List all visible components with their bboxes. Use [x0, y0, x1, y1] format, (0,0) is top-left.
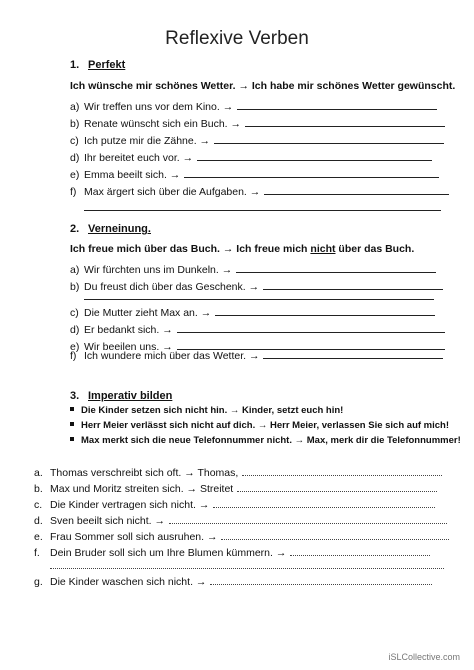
- s1-item-f: [70, 184, 449, 198]
- section-3-title: Imperativ bilden: [88, 390, 173, 402]
- item-text: Wir fürchten uns im Dunkeln. →: [84, 264, 233, 276]
- s4-item-a: [34, 466, 442, 479]
- item-text: Sven beeilt sich nicht. →: [50, 515, 165, 527]
- answer-line[interactable]: [214, 133, 444, 144]
- s2-item-f: [70, 348, 443, 362]
- answer-dots[interactable]: [290, 546, 430, 556]
- page-title: Reflexive Verben: [165, 28, 309, 49]
- answer-dots[interactable]: [169, 514, 447, 524]
- item-label: a): [70, 264, 80, 276]
- item-text: Ich wundere mich über das Wetter. →: [84, 350, 260, 362]
- item-label: a.: [34, 467, 43, 479]
- answer-dots[interactable]: [210, 575, 432, 585]
- item-label: b.: [34, 483, 43, 495]
- s1-item-b: [70, 116, 445, 130]
- answer-line[interactable]: [245, 116, 445, 127]
- item-text: Ihr bereitet euch vor. →: [84, 152, 194, 164]
- item-label: c.: [34, 499, 43, 511]
- answer-line[interactable]: [263, 279, 443, 290]
- item-label: b): [70, 118, 80, 130]
- example-part-2: über das Buch.: [335, 243, 415, 255]
- answer-dots[interactable]: [221, 530, 449, 540]
- answer-dots-continuation[interactable]: [50, 559, 444, 569]
- item-label: e): [70, 169, 80, 181]
- s4-item-f: [34, 546, 430, 559]
- s4-item-d: [34, 514, 447, 527]
- item-text: Du freust dich über das Geschenk. →: [84, 281, 260, 293]
- answer-line[interactable]: [215, 305, 435, 316]
- example-negation: nicht: [310, 243, 336, 255]
- item-text: Emma beeilt sich. →: [84, 169, 181, 181]
- answer-line-continuation[interactable]: [84, 210, 441, 211]
- item-label: a): [70, 101, 80, 113]
- item-text: Die Kinder waschen sich nicht. →: [50, 576, 207, 588]
- section-1-heading: [70, 59, 125, 71]
- s4-item-c: [34, 498, 435, 511]
- answer-line[interactable]: [264, 184, 449, 195]
- section-2-number: 2.: [70, 223, 80, 235]
- section-1-number: 1.: [70, 59, 80, 71]
- section-1-title: Perfekt: [88, 59, 126, 71]
- section-2-example: [70, 243, 414, 255]
- s1-item-a: [70, 99, 437, 113]
- answer-line-continuation[interactable]: [84, 299, 434, 300]
- item-text: Wir beeilen uns. →: [84, 341, 173, 353]
- s2-item-b: [70, 279, 443, 293]
- item-text: Thomas verschreibt sich oft. → Thomas,: [50, 467, 239, 479]
- item-label: d): [70, 324, 80, 336]
- s1-item-e: [70, 167, 439, 181]
- imperative-example-2: [70, 420, 449, 431]
- section-3-number: 3.: [70, 390, 80, 402]
- item-label: d): [70, 152, 80, 164]
- item-label: f): [70, 186, 77, 198]
- s2-item-d: [70, 322, 445, 336]
- answer-dots[interactable]: [213, 498, 435, 508]
- answer-line[interactable]: [177, 322, 445, 333]
- item-text: Renate wünscht sich ein Buch. →: [84, 118, 241, 130]
- item-text: Frau Sommer soll sich ausruhen. →: [50, 531, 218, 543]
- item-text: Max und Moritz streiten sich. → Streitet: [50, 483, 234, 495]
- item-label: e.: [34, 531, 43, 543]
- bullet-text: Die Kinder setzen sich nicht hin. → Kinder, setzt euch hin!: [81, 405, 344, 416]
- bullet-text: Max merkt sich die neue Telefonnummer nicht. → Max, merk dir die Telefonnummer!: [81, 435, 461, 446]
- answer-line[interactable]: [263, 348, 443, 359]
- section-1-example: Ich wünsche mir schönes Wetter. → Ich habe mir schönes Wetter gewünscht.: [70, 80, 456, 92]
- item-text: Dein Bruder soll sich um Ihre Blumen kümmern. →: [50, 547, 287, 559]
- item-text: Die Mutter zieht Max an. →: [84, 307, 212, 319]
- section-3-heading: [70, 390, 172, 402]
- bullet-text: Herr Meier verlässt sich nicht auf dich. → Herr Meier, verlassen Sie sich auf mich!: [81, 420, 450, 431]
- s2-item-c: [70, 305, 435, 319]
- section-2-heading: [70, 223, 151, 235]
- bullet-icon: [70, 437, 74, 441]
- answer-line[interactable]: [197, 150, 432, 161]
- item-text: Max ärgert sich über die Aufgaben. →: [84, 186, 261, 198]
- example-part-1: Ich freue mich über das Buch. → Ich freue mich: [70, 243, 311, 255]
- item-text: Wir treffen uns vor dem Kino. →: [84, 101, 234, 113]
- answer-line[interactable]: [237, 99, 437, 110]
- item-label: f.: [34, 547, 40, 559]
- footer-watermark: iSLCollective.com: [388, 652, 460, 662]
- item-label: g.: [34, 576, 43, 588]
- answer-line[interactable]: [236, 262, 436, 273]
- item-label: e): [70, 341, 80, 353]
- s2-item-a: [70, 262, 436, 276]
- bullet-icon: [70, 407, 74, 411]
- item-label: d.: [34, 515, 43, 527]
- s1-item-c: [70, 133, 444, 147]
- s4-item-b: [34, 482, 437, 495]
- imperative-example-1: [70, 405, 343, 416]
- item-label: c): [70, 135, 79, 147]
- item-label: f): [70, 350, 77, 362]
- answer-dots[interactable]: [242, 466, 442, 476]
- s4-item-e: [34, 530, 449, 543]
- imperative-example-3: [70, 435, 461, 446]
- item-text: Er bedankt sich. →: [84, 324, 173, 336]
- answer-dots[interactable]: [237, 482, 437, 492]
- s4-item-g: [34, 575, 432, 588]
- bullet-icon: [70, 422, 74, 426]
- section-2-title: Verneinung.: [88, 223, 151, 235]
- item-label: b): [70, 281, 80, 293]
- s1-item-d: [70, 150, 432, 164]
- item-label: c): [70, 307, 79, 319]
- item-text: Ich putze mir die Zähne. →: [84, 135, 211, 147]
- item-text: Die Kinder vertragen sich nicht. →: [50, 499, 210, 511]
- answer-line[interactable]: [184, 167, 439, 178]
